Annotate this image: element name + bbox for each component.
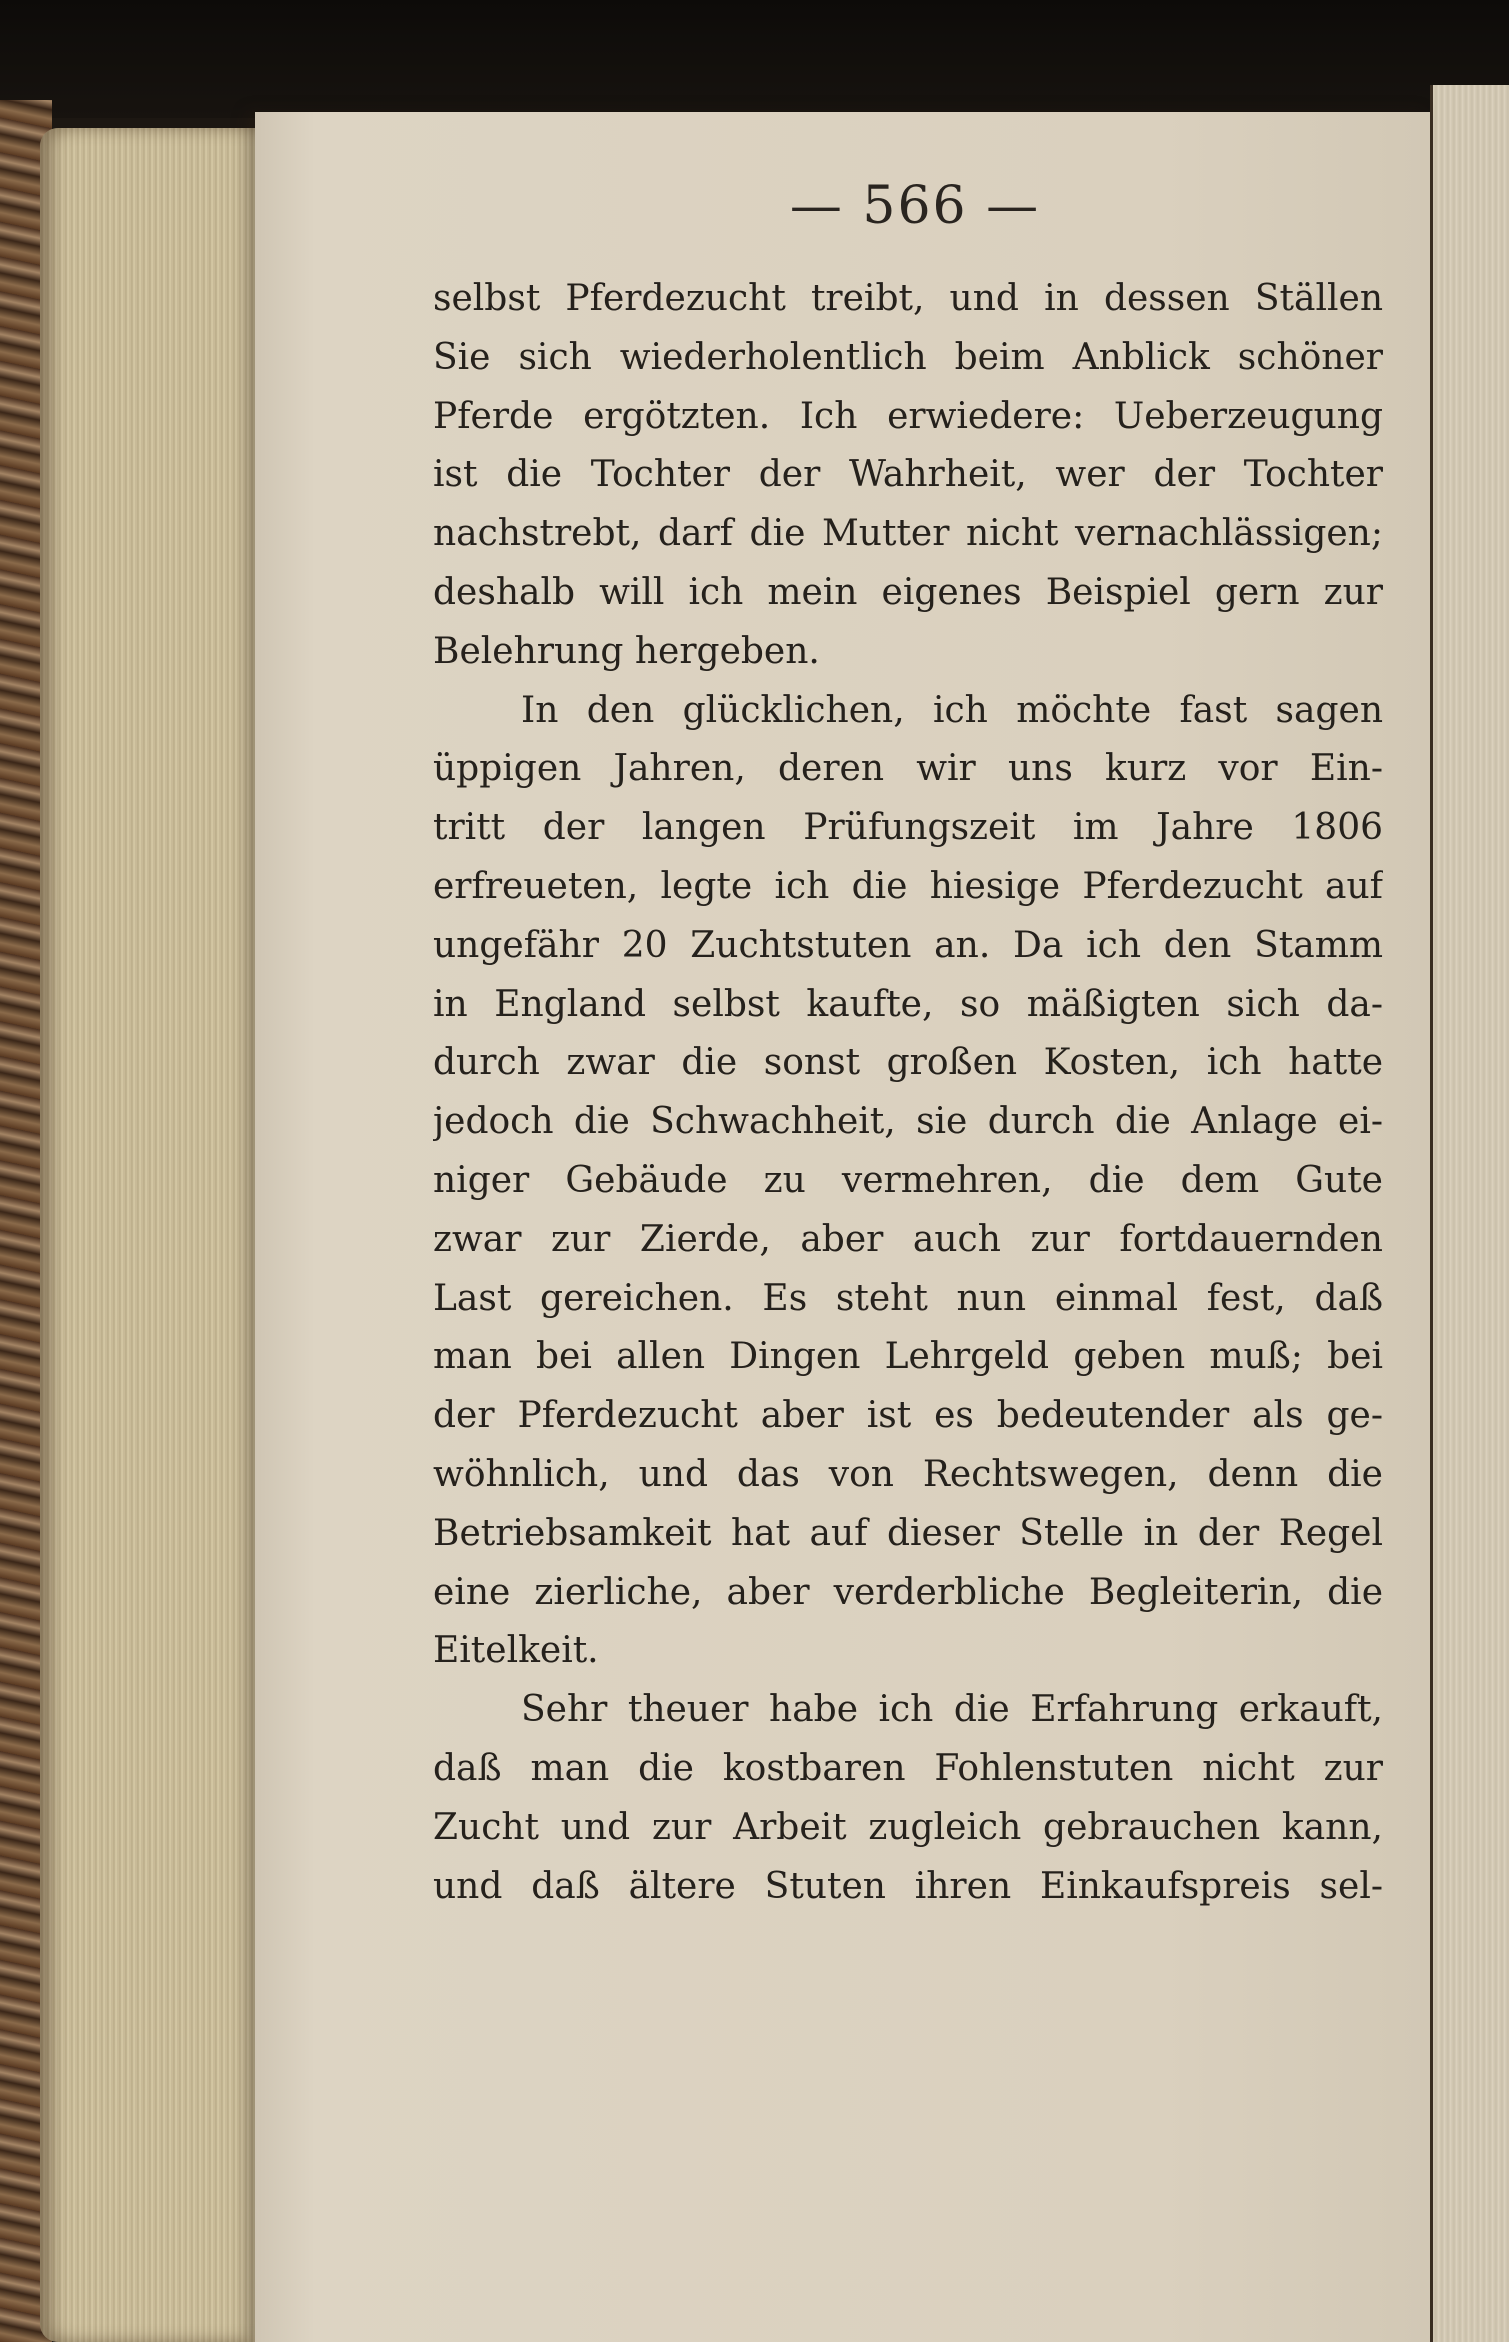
text-line: niger Gebäude zu vermehren, die dem Gute [433,1159,1383,1201]
text-line: In den glücklichen, ich möchte fast sagen [521,689,1383,731]
text-line: daß man die kostbaren Fohlenstuten nicht zur [433,1747,1383,1789]
text-line: ist die Tochter der Wahrheit, wer der Tochter [433,454,1383,496]
text-line: Betriebsamkeit hat auf dieser Stelle in der Regel [433,1512,1383,1554]
body-text [433,270,1383,1916]
page-number: — 566 — [789,176,1041,236]
text-line: der Pferdezucht aber ist es bedeutender als ge- [433,1395,1383,1437]
text-line: in England selbst kaufte, so mäßigten sich da- [433,983,1383,1025]
text-line: Sie sich wiederholentlich beim Anblick schöner [433,336,1383,378]
page-edges [40,128,265,2342]
text-line: Eitelkeit. [433,1630,599,1672]
text-line: man bei allen Dingen Lehrgeld geben muß; bei [433,1336,1383,1378]
text-line: eine zierliche, aber verderbliche Begleiterin, die [433,1571,1383,1613]
text-line: tritt der langen Prüfungszeit im Jahre 1806 [433,807,1383,849]
text-line: zwar zur Zierde, aber auch zur fortdauernden [433,1218,1383,1260]
text-line: Last gereichen. Es steht nun einmal fest, daß [433,1277,1383,1319]
facing-page-edge [1430,85,1509,2342]
text-line: erfreueten, legte ich die hiesige Pferdezucht auf [433,865,1383,907]
text-line: deshalb will ich mein eigenes Beispiel gern zur [433,571,1383,613]
text-line: wöhnlich, und das von Rechtswegen, denn die [433,1453,1383,1495]
text-line: nachstrebt, darf die Mutter nicht vernachlässigen; [433,513,1383,555]
text-line: Sehr theuer habe ich die Erfahrung erkauft, [521,1689,1383,1731]
text-line: Belehrung hergeben. [433,630,820,672]
text-line: und daß ältere Stuten ihren Einkaufspreis sel- [433,1865,1383,1907]
text-line: Zucht und zur Arbeit zugleich gebrauchen kann, [433,1806,1383,1848]
text-line: selbst Pferdezucht treibt, und in dessen Ställen [433,278,1383,319]
text-line: üppigen Jahren, deren wir uns kurz vor Ein- [433,748,1383,790]
text-line: ungefähr 20 Zuchtstuten an. Da ich den Stamm [433,924,1383,966]
text-line: durch zwar die sonst großen Kosten, ich hatte [433,1042,1383,1084]
scan-background [0,0,1509,118]
text-line: jedoch die Schwachheit, sie durch die Anlage ei- [433,1101,1383,1143]
text-line: Pferde ergötzten. Ich erwiedere: Ueberzeugung [433,395,1383,437]
